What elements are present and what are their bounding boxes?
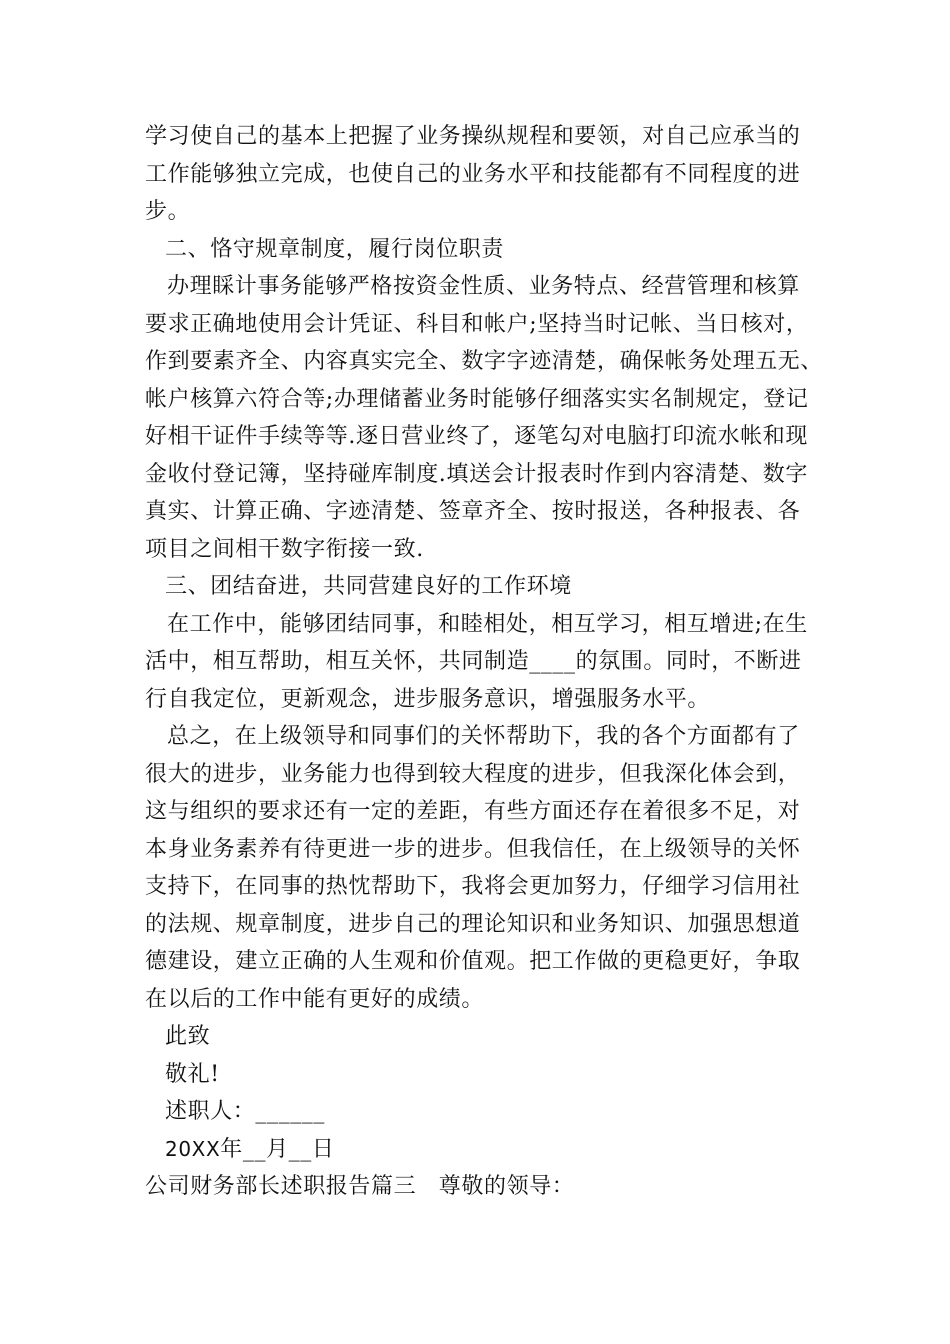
closing-regards: 敬礼! (165, 1061, 220, 1087)
paragraph-line: 办理睬计事务能够严格按资金性质、业务特点、经营管理和核算 (167, 274, 800, 299)
date-line (145, 1131, 815, 1169)
paragraph-line: 真实、计算正确、字迹清楚、签章齐全、按时报送，各种报表、各 (145, 499, 801, 524)
paragraph-line: 工作能够独立完成，也使自己的业务水平和技能都有不同程度的进 (145, 161, 801, 187)
paragraph-line: 金收付登记簿，坚持碰库制度.填送会计报表时作到内容清楚、数字 (145, 461, 808, 487)
paragraph-line: 学习使自己的基本上把握了业务操纵规程和要领，对自己应承当的 (145, 124, 801, 149)
signature-line: 述职人：______ (165, 1099, 326, 1124)
paragraph-line: 德建设，建立正确的人生观和价值观。把工作做的更稳更好，争取 (145, 949, 801, 974)
paragraph-line: 好相干证件手续等等.逐日营业终了，逐笔勾对电脑打印流水帐和现 (145, 424, 808, 449)
paragraph-line: 帐户核算六符合等;办理储蓄业务时能够仔细落实实名制规定，登记 (145, 386, 809, 412)
next-section-title: 公司财务部长述职报告篇三 尊敬的领导： (145, 1174, 575, 1199)
paragraph-line: 这与组织的要求还有一定的差距，有些方面还存在着很多不足，对 (145, 799, 801, 824)
paragraph-line: 本身业务素养有待更进一步的进步。但我信任，在上级领导的关怀 (145, 836, 801, 862)
date-year: 20XX (165, 1136, 221, 1161)
closing-salutation: 此致 (165, 1024, 211, 1049)
paragraph-line: 在工作中，能够团结同事，和睦相处，相互学习，相互增进;在生 (167, 611, 808, 637)
paragraph-line: 步。 (145, 199, 191, 224)
paragraph-line: 在以后的工作中能有更好的成绩。 (145, 986, 485, 1012)
date-rest: 年__月__日 (220, 1136, 335, 1162)
paragraph-line: 很大的进步，业务能力也得到较大程度的进步，但我深化体会到， (145, 761, 801, 787)
section-heading-2: 二、恪守规章制度，履行岗位职责 (165, 236, 505, 262)
paragraph-line: 的法规、规章制度，进步自己的理论知识和业务知识、加强思想道 (145, 911, 801, 937)
document-body (145, 118, 824, 1206)
paragraph-line: 活中，相互帮助，相互关怀，共同制造____的氛围。同时，不断进 (145, 649, 802, 674)
paragraph-line: 行自我定位，更新观念，进步服务意识，增强服务水平。 (145, 686, 711, 712)
paragraph-line: 支持下，在同事的热忱帮助下，我将会更加努力，仔细学习信用社 (145, 874, 801, 899)
paragraph-line: 要求正确地使用会计凭证、科目和帐户;坚持当时记帐、当日核对， (145, 311, 809, 337)
paragraph-line: 总之，在上级领导和同事们的关怀帮助下，我的各个方面都有了 (167, 724, 800, 749)
paragraph-line: 作到要素齐全、内容真实完全、数字字迹清楚，确保帐务处理五无、 (145, 349, 824, 374)
paragraph-line: 项目之间相干数字衔接一致. (145, 536, 424, 562)
section-heading-3: 三、团结奋进，共同营建良好的工作环境 (165, 574, 572, 599)
